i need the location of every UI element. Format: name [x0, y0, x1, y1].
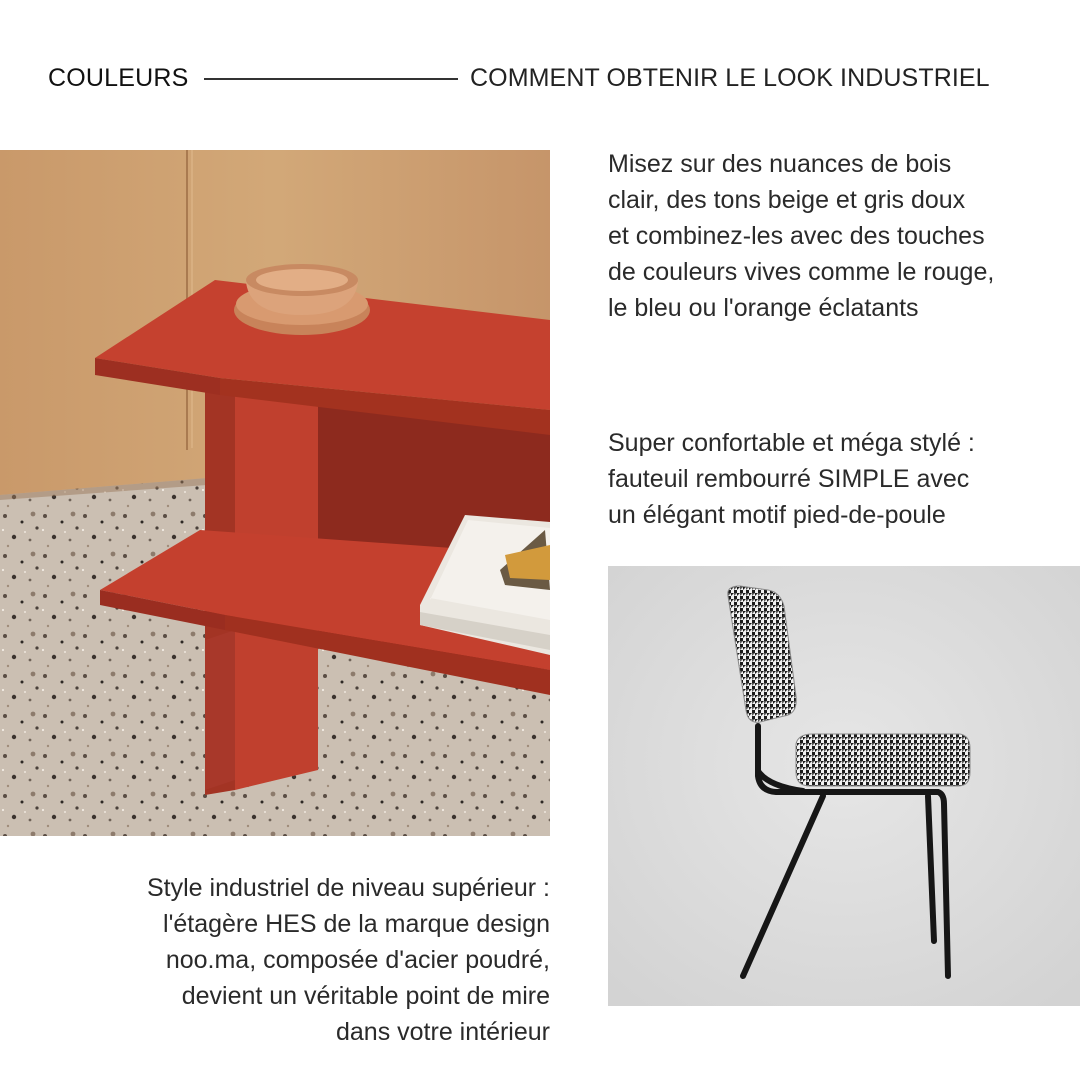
- colors-tip-line: de couleurs vives comme le rouge,: [608, 258, 995, 286]
- header-divider: [204, 78, 458, 80]
- colors-tip-line: le bleu ou l'orange éclatants: [608, 294, 919, 322]
- chair-tip-line: Super confortable et méga stylé :: [608, 429, 975, 457]
- colors-tip: [608, 146, 1068, 326]
- chair-tip-line: un élégant motif pied-de-poule: [608, 501, 946, 529]
- category-label: COULEURS: [48, 64, 189, 92]
- shelf-photo: [0, 150, 550, 836]
- shelf-tip-line: devient un véritable point de mire: [181, 982, 550, 1010]
- header: [48, 62, 1032, 96]
- shelf-tip-line: l'étagère HES de la marque design: [163, 910, 550, 938]
- page-title: COMMENT OBTENIR LE LOOK INDUSTRIEL: [470, 64, 990, 92]
- shelf-tip-line: dans votre intérieur: [335, 1018, 550, 1046]
- colors-tip-line: clair, des tons beige et gris doux: [608, 186, 966, 214]
- shelf-tip: [40, 870, 550, 1050]
- shelf-tip-line: noo.ma, composée d'acier poudré,: [165, 946, 550, 974]
- chair-tip-line: fauteuil rembourré SIMPLE avec: [608, 465, 970, 493]
- colors-tip-line: Misez sur des nuances de bois: [608, 150, 952, 178]
- colors-tip-line: et combinez-les avec des touches: [608, 222, 985, 250]
- chair-photo: [608, 566, 1080, 1006]
- shelf-tip-line: Style industriel de niveau supérieur :: [146, 874, 550, 902]
- chair-tip: [608, 425, 1068, 533]
